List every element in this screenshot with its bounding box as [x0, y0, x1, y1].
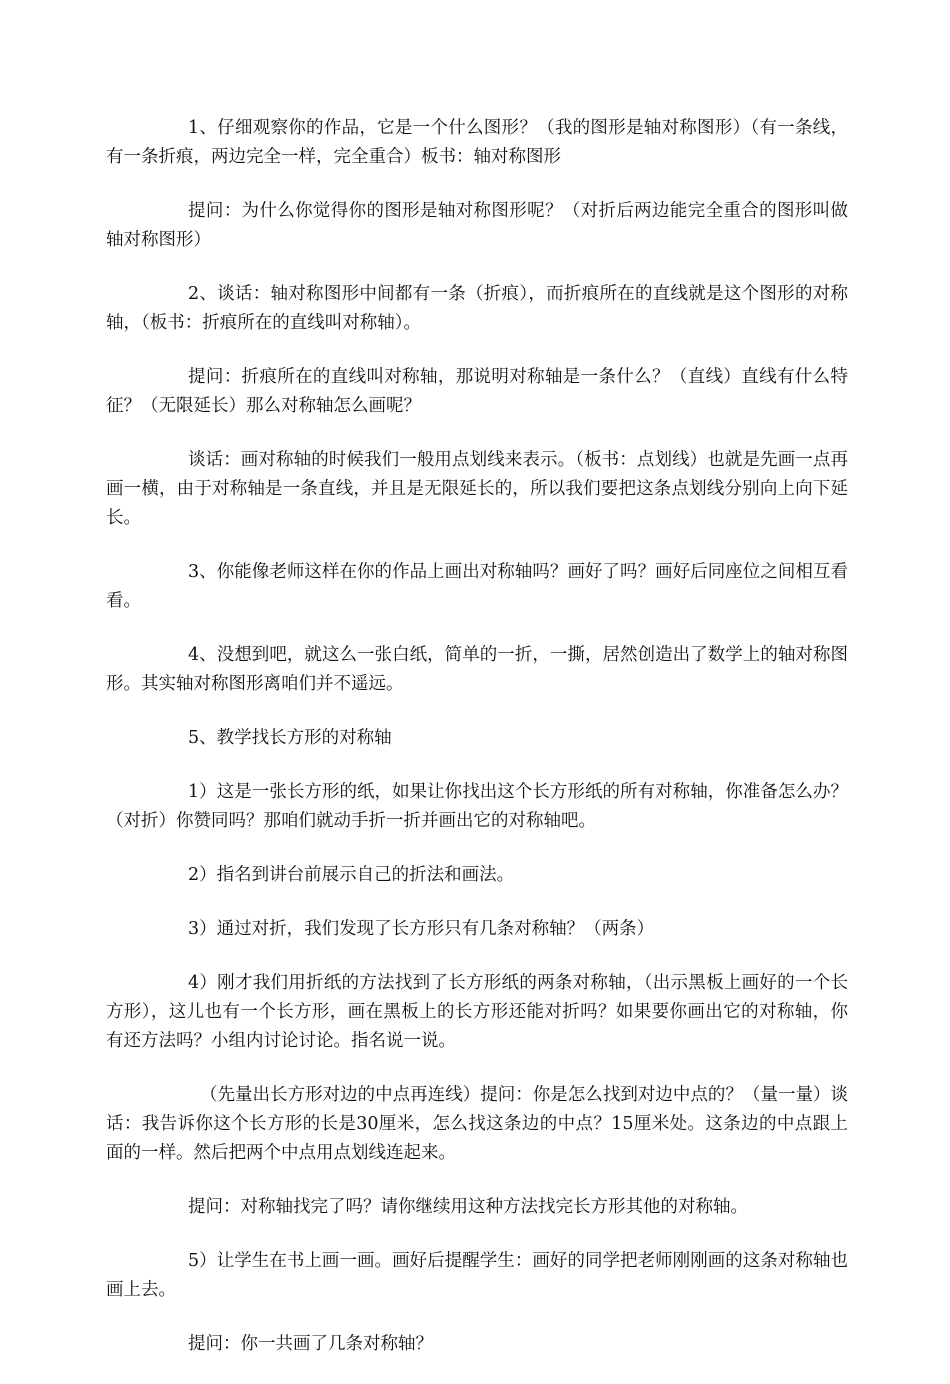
- paragraph-rectangle-step-4: 4）刚才我们用折纸的方法找到了长方形纸的两条对称轴，（出示黑板上画好的一个长方形），这儿也有一个长方形，画在黑板上的长方形还能对折吗？如果要你画出它的对称轴，你有还方法吗？小组内讨论讨论。指名说一说。: [106, 973, 848, 1051]
- paragraph-paper-fold: 4、没想到吧，就这么一张白纸，简单的一折，一撕，居然创造出了数学上的轴对称图形。其实轴对称图形离咱们并不遥远。: [106, 645, 848, 694]
- paragraph-question-axis-line: 提问：折痕所在的直线叫对称轴，那说明对称轴是一条什么？（直线）直线有什么特征？（无限延长）那么对称轴怎么画呢？: [106, 367, 848, 416]
- paragraph-talk-fold-line: 2、谈话：轴对称图形中间都有一条（折痕），而折痕所在的直线就是这个图形的对称轴，（板书：折痕所在的直线叫对称轴）。: [106, 284, 848, 333]
- paragraph-draw-axis: 3、你能像老师这样在你的作品上画出对称轴吗？画好了吗？画好后同座位之间相互看看。: [106, 562, 848, 611]
- paragraph-rectangle-step-1: 1）这是一张长方形的纸，如果让你找出这个长方形纸的所有对称轴，你准备怎么办？（对折）你赞同吗？那咱们就动手折一折并画出它的对称轴吧。: [106, 782, 848, 831]
- paragraph-rectangle-step-5: 5）让学生在书上画一画。画好后提醒学生：画好的同学把老师刚刚画的这条对称轴也画上去。: [106, 1251, 848, 1300]
- paragraph-question-finished: 提问：对称轴找完了吗？请你继续用这种方法找完长方形其他的对称轴。: [188, 1197, 748, 1217]
- paragraph-rectangle-step-3: 3）通过对折，我们发现了长方形只有几条对称轴？（两条）: [188, 919, 655, 939]
- document-body: [106, 114, 848, 1384]
- paragraph-question-why: 提问：为什么你觉得你的图形是轴对称图形呢？（对折后两边能完全重合的图形叫做轴对称图形）: [106, 201, 848, 250]
- paragraph-observe-work: 1、仔细观察你的作品，它是一个什么图形？（我的图形是轴对称图形）（有一条线，有一条折痕，两边完全一样，完全重合）板书：轴对称图形: [106, 118, 848, 167]
- paragraph-question-count: 提问：你一共画了几条对称轴？: [188, 1334, 433, 1354]
- paragraph-rectangle-heading: 5、教学找长方形的对称轴: [188, 728, 392, 748]
- paragraph-midpoint-method: （先量出长方形对边的中点再连线）提问：你是怎么找到对边中点的？（量一量）谈话：我告诉你这个长方形的长是30厘米，怎么找这条边的中点？15厘米处。这条边的中点跟上面的一样。然后把两个中点用点划线连起来。: [106, 1085, 848, 1163]
- paragraph-talk-dash-dot-line: 谈话：画对称轴的时候我们一般用点划线来表示。（板书：点划线）也就是先画一点再画一横，由于对称轴是一条直线，并且是无限延长的，所以我们要把这条点划线分别向上向下延长。: [106, 450, 848, 528]
- paragraph-rectangle-step-2: 2）指名到讲台前展示自己的折法和画法。: [188, 865, 515, 885]
